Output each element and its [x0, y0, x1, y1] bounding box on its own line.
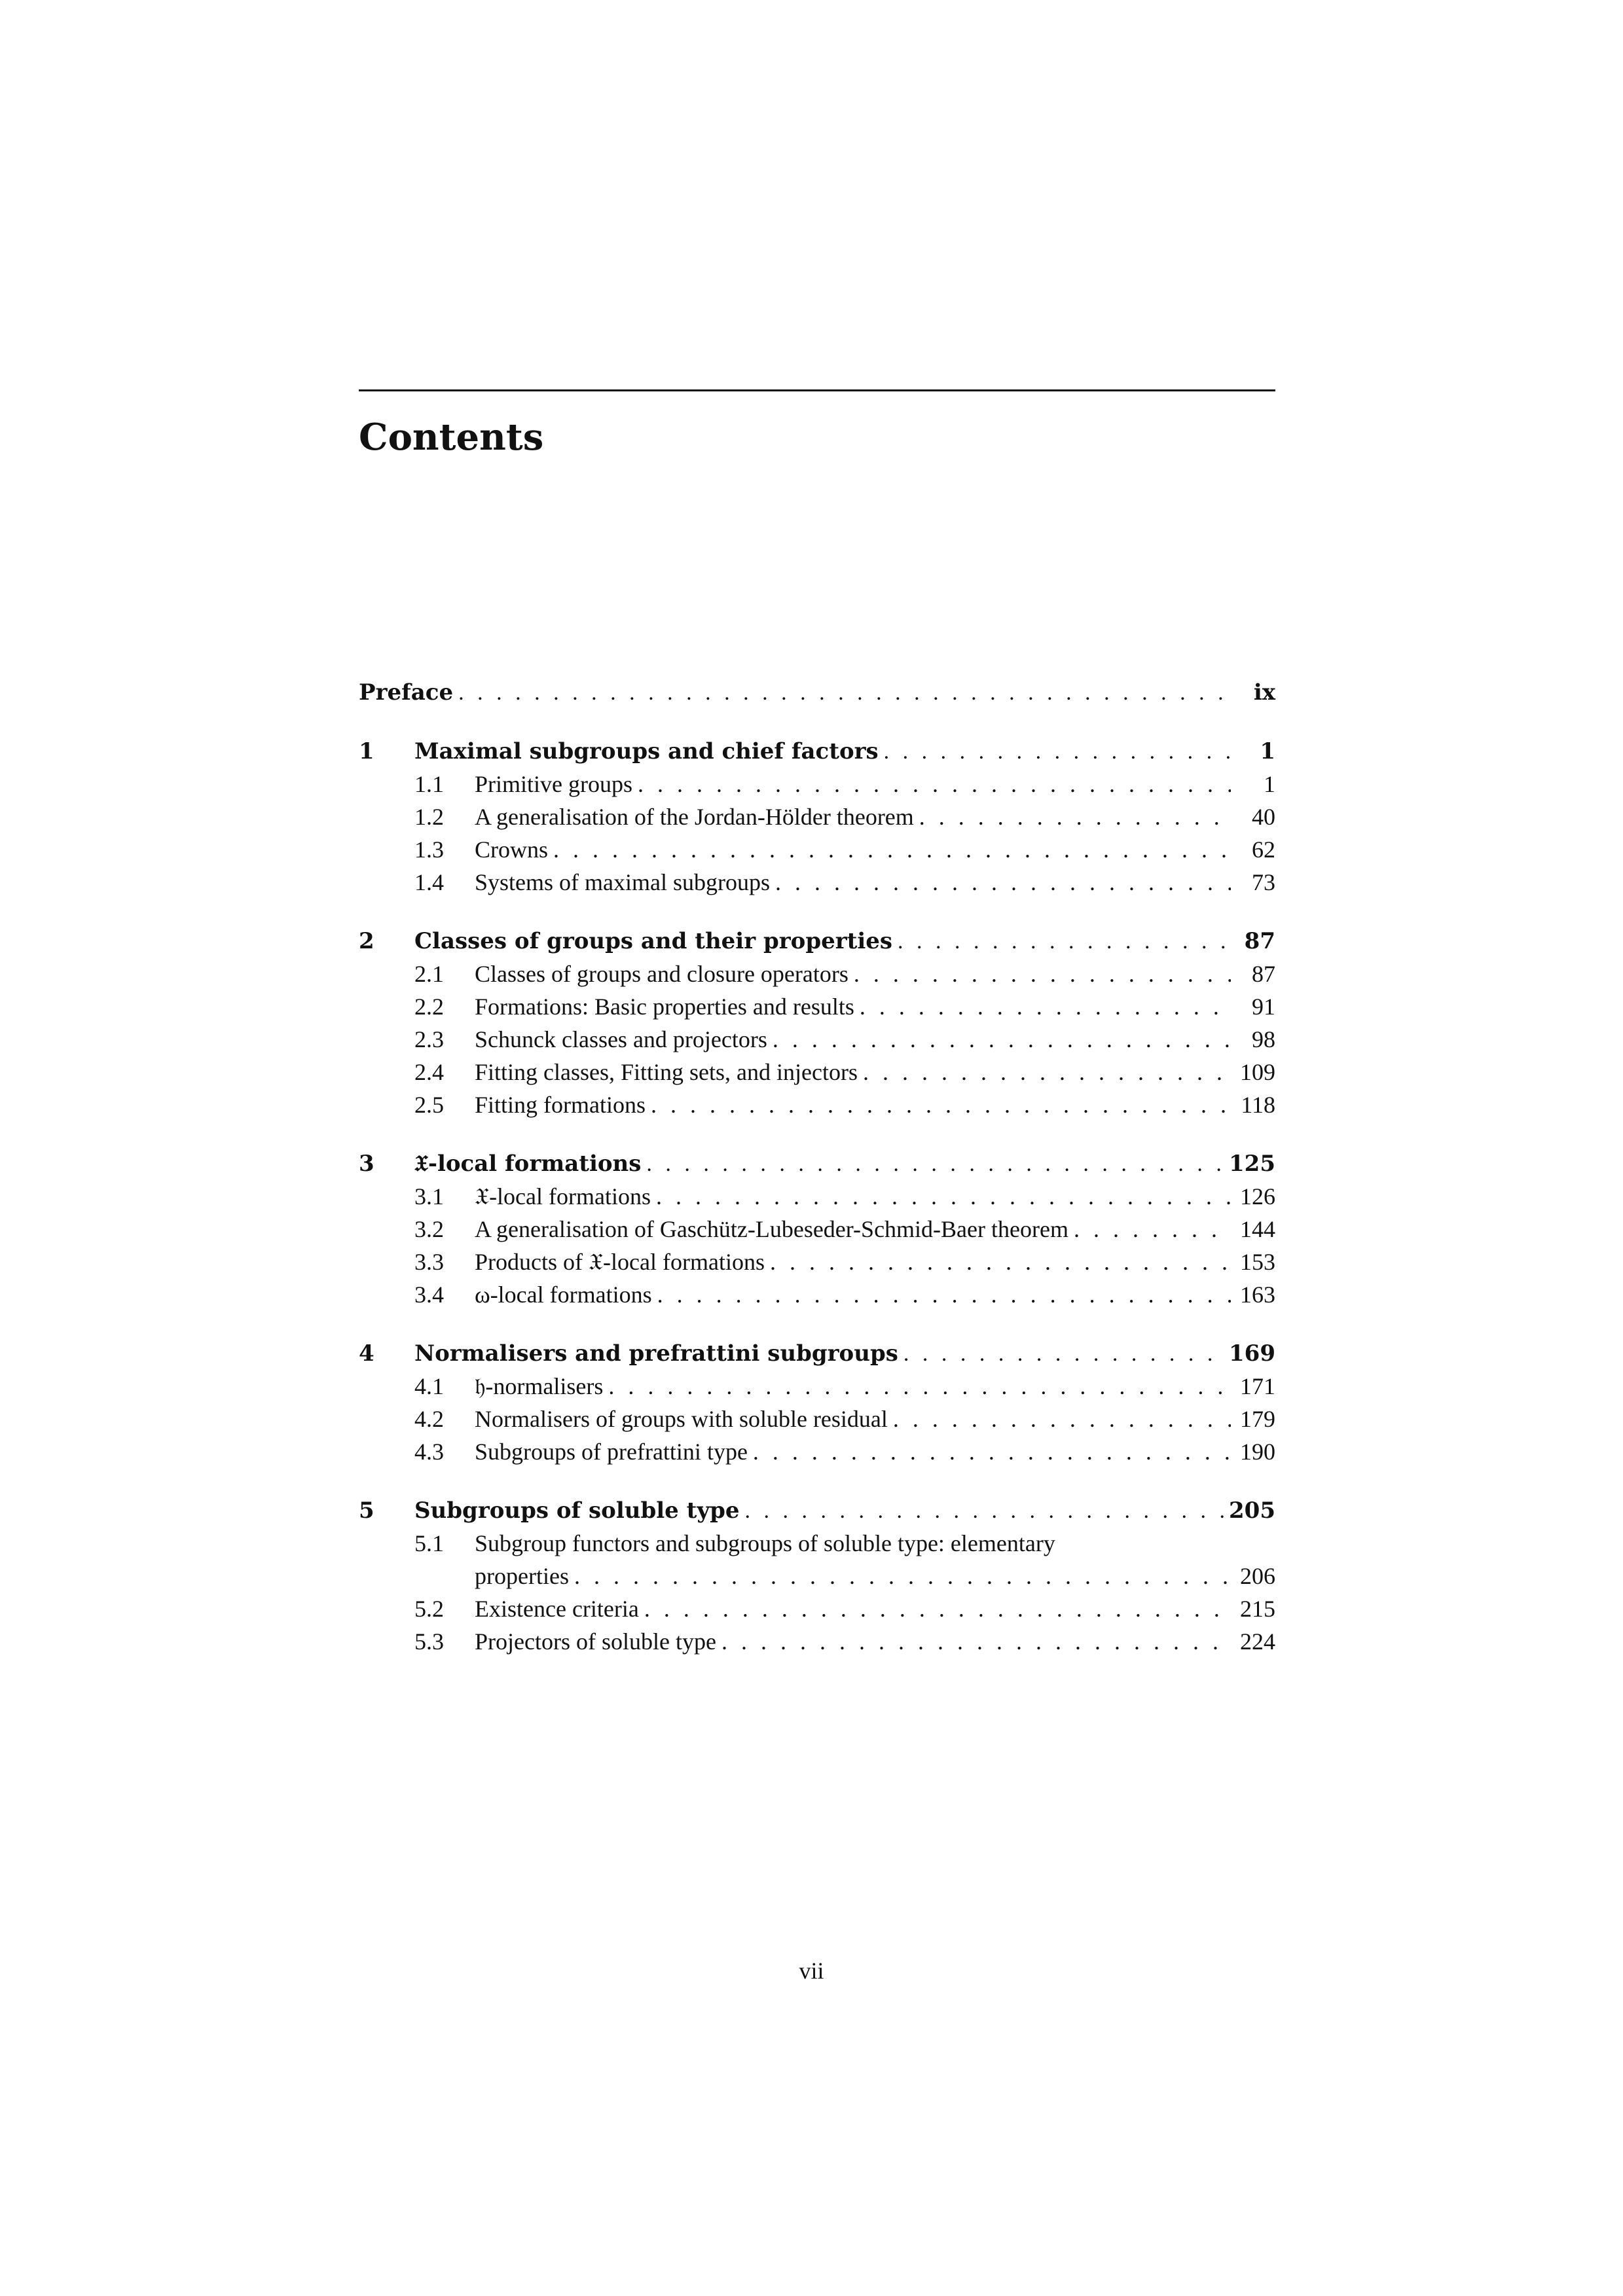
toc-entry-section[interactable]	[359, 1592, 1275, 1625]
section-title: Formations: Basic properties and results	[475, 994, 854, 1020]
toc-entry-section[interactable]	[359, 866, 1275, 899]
section-number: 2.4	[414, 1059, 444, 1085]
toc-entry-chapter[interactable]	[359, 1494, 1275, 1527]
section-number: 3.1	[414, 1183, 444, 1210]
toc-entry-section-continued[interactable]	[359, 1560, 1275, 1592]
section-title: Primitive groups	[475, 771, 632, 797]
section-number: 2.2	[414, 994, 444, 1020]
section-page: 40	[1252, 804, 1275, 830]
toc-entry-section[interactable]	[359, 958, 1275, 990]
chapter-page: 87	[1244, 928, 1275, 954]
section-title: A generalisation of Gaschütz-Lubeseder-Schmid-Baer theorem	[475, 1216, 1068, 1242]
section-page: 179	[1240, 1406, 1275, 1432]
section-number: 3.3	[414, 1249, 444, 1275]
section-page: 62	[1252, 836, 1275, 863]
toc-entry-section[interactable]	[359, 1180, 1275, 1213]
dot-leader	[863, 1056, 1231, 1088]
section-number: 5.2	[414, 1596, 444, 1622]
toc-entry-chapter[interactable]	[359, 1147, 1275, 1180]
dot-leader	[656, 1180, 1231, 1213]
section-title: A generalisation of the Jordan-Hölder theorem	[475, 804, 914, 830]
toc-entry-section[interactable]	[359, 1246, 1275, 1278]
section-title: Subgroups of prefrattini type	[475, 1439, 748, 1465]
dot-leader	[898, 925, 1231, 958]
toc-entry-section[interactable]	[359, 1278, 1275, 1311]
table-of-contents	[359, 676, 1275, 1658]
section-number: 2.1	[414, 961, 444, 987]
dot-leader	[651, 1088, 1231, 1121]
section-page: 163	[1240, 1282, 1275, 1308]
toc-entry-preface[interactable]	[359, 676, 1275, 709]
chapter-number: 5	[359, 1498, 374, 1524]
dot-leader	[644, 1592, 1231, 1625]
dot-leader	[657, 1278, 1231, 1311]
chapter-number: 3	[359, 1151, 374, 1177]
section-page: 98	[1252, 1026, 1275, 1052]
toc-entry-section[interactable]	[359, 1403, 1275, 1435]
chapter-number: 4	[359, 1340, 374, 1367]
dot-leader	[1074, 1213, 1231, 1246]
section-page: 153	[1240, 1249, 1275, 1275]
chapter-number: 2	[359, 928, 374, 954]
section-page: 144	[1240, 1216, 1275, 1242]
section-title: Fitting classes, Fitting sets, and injectors	[475, 1059, 858, 1085]
section-title: Systems of maximal subgroups	[475, 869, 770, 895]
dot-leader	[574, 1560, 1231, 1592]
section-number: 2.5	[414, 1092, 444, 1118]
section-page: 171	[1240, 1373, 1275, 1399]
section-number: 1.1	[414, 771, 444, 797]
toc-entry-section[interactable]	[359, 1370, 1275, 1403]
section-number: 5.3	[414, 1628, 444, 1655]
section-title: 𝔥-normalisers	[475, 1373, 604, 1399]
section-title: 𝔛-local formations	[475, 1183, 651, 1210]
dot-leader	[919, 800, 1231, 833]
section-page: 73	[1252, 869, 1275, 895]
section-number: 3.4	[414, 1282, 444, 1308]
section-title-continued: properties	[475, 1563, 569, 1589]
chapter-page: 1	[1260, 738, 1275, 764]
chapter-page: 125	[1229, 1151, 1275, 1177]
toc-entry-chapter[interactable]	[359, 1337, 1275, 1370]
section-number: 5.1	[414, 1530, 444, 1556]
toc-entry-section[interactable]	[359, 990, 1275, 1023]
dot-leader	[893, 1403, 1231, 1435]
section-number: 4.1	[414, 1373, 444, 1399]
section-number: 2.3	[414, 1026, 444, 1052]
dot-leader	[753, 1435, 1231, 1468]
section-page: 224	[1240, 1628, 1275, 1655]
header-rule	[359, 389, 1275, 391]
toc-entry-section[interactable]	[359, 1023, 1275, 1056]
section-title: Schunck classes and projectors	[475, 1026, 767, 1052]
section-title: Normalisers of groups with soluble residual	[475, 1406, 888, 1432]
toc-entry-section[interactable]	[359, 1088, 1275, 1121]
chapter-page: 205	[1229, 1498, 1275, 1524]
section-title: ω-local formations	[475, 1282, 652, 1308]
section-title: Fitting formations	[475, 1092, 646, 1118]
section-page: 126	[1240, 1183, 1275, 1210]
section-page: 118	[1241, 1092, 1275, 1118]
toc-entry-section[interactable]	[359, 1625, 1275, 1658]
section-page: 1	[1264, 771, 1275, 797]
dot-leader	[903, 1338, 1224, 1371]
toc-label: Preface	[359, 679, 454, 706]
page-title: Contents	[359, 416, 544, 459]
section-page: 215	[1240, 1596, 1275, 1622]
toc-entry-chapter[interactable]	[359, 735, 1275, 768]
toc-entry-section[interactable]	[359, 768, 1275, 800]
section-title: Classes of groups and closure operators	[475, 961, 848, 987]
dot-leader	[775, 866, 1231, 899]
section-page: 190	[1240, 1439, 1275, 1465]
section-page: 87	[1252, 961, 1275, 987]
dot-leader	[608, 1370, 1231, 1403]
chapter-page: 169	[1229, 1340, 1275, 1367]
chapter-title: Subgroups of soluble type	[414, 1498, 740, 1524]
section-number: 4.2	[414, 1406, 444, 1432]
chapter-title: Normalisers and prefrattini subgroups	[414, 1340, 898, 1367]
dot-leader	[854, 958, 1231, 990]
toc-entry-section[interactable]	[359, 800, 1275, 833]
section-number: 1.2	[414, 804, 444, 830]
dot-leader	[553, 833, 1231, 866]
section-number: 1.4	[414, 869, 444, 895]
section-page: 109	[1240, 1059, 1275, 1085]
section-title: Subgroup functors and subgroups of soluble type: elementary	[475, 1530, 1055, 1556]
section-page: 206	[1240, 1563, 1275, 1589]
toc-entry-section[interactable]	[359, 1527, 1275, 1560]
dot-leader	[884, 736, 1231, 768]
section-number: 1.3	[414, 836, 444, 863]
toc-page: ix	[1253, 679, 1275, 706]
section-page: 91	[1252, 994, 1275, 1020]
dot-leader	[770, 1246, 1231, 1278]
toc-entry-section[interactable]	[359, 1213, 1275, 1246]
section-title: Projectors of soluble type	[475, 1628, 716, 1655]
dot-leader	[646, 1148, 1224, 1181]
dot-leader	[860, 990, 1231, 1023]
dot-leader	[638, 768, 1231, 800]
dot-leader	[721, 1625, 1231, 1658]
chapter-number: 1	[359, 738, 374, 764]
page-number: vii	[799, 1958, 824, 1984]
chapter-title: 𝔛-local formations	[414, 1151, 642, 1177]
toc-entry-chapter[interactable]	[359, 925, 1275, 958]
dot-leader	[458, 677, 1231, 709]
dot-leader	[745, 1495, 1224, 1528]
chapter-title: Maximal subgroups and chief factors	[414, 738, 879, 764]
toc-entry-section[interactable]	[359, 1435, 1275, 1468]
section-title: Existence criteria	[475, 1596, 639, 1622]
section-title: Crowns	[475, 836, 549, 863]
chapter-title: Classes of groups and their properties	[414, 928, 893, 954]
section-number: 3.2	[414, 1216, 444, 1242]
toc-entry-section[interactable]	[359, 833, 1275, 866]
toc-entry-section[interactable]	[359, 1056, 1275, 1088]
section-number: 4.3	[414, 1439, 444, 1465]
section-title: Products of 𝔛-local formations	[475, 1249, 765, 1275]
dot-leader	[773, 1023, 1231, 1056]
toc-chapters	[359, 735, 1275, 1658]
